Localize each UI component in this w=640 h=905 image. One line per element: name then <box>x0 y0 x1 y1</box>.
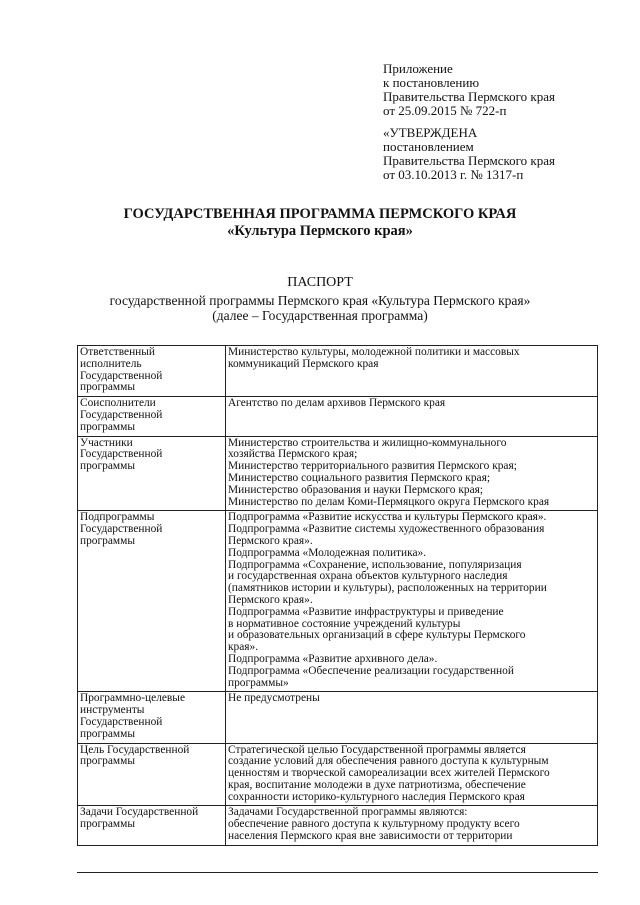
row-value-line: Министерство социального развития Пермского края; <box>228 471 491 484</box>
row-value-line: Министерство территориального развития Пермского края; <box>228 460 517 473</box>
row-label-line: Участники <box>80 436 133 449</box>
approval-block <box>383 126 633 182</box>
row-label-line: Государственной <box>80 448 163 461</box>
approval-line: от 03.10.2013 г. № 1317-п <box>383 167 524 182</box>
row-label-line: программы <box>80 755 135 768</box>
row-label-line: Государственной <box>80 715 163 728</box>
row-label-line: исполнитель <box>80 357 142 370</box>
table-row <box>78 436 598 511</box>
row-value-line: Министерство культуры, молодежной политики и массовых <box>228 346 520 358</box>
row-label-cell <box>78 692 226 743</box>
row-label-line: программы <box>80 818 135 831</box>
program-title-line1: ГОСУДАРСТВЕННАЯ ПРОГРАММА ПЕРМСКОГО КРАЯ <box>123 206 517 222</box>
row-value-cell <box>226 743 598 806</box>
table-row <box>78 397 598 436</box>
row-value-line: Стратегической целью Государственной программы является <box>228 743 526 756</box>
table-row <box>78 806 598 845</box>
passport-table <box>77 345 598 846</box>
row-value-cell <box>226 436 598 511</box>
row-value-line: Подпрограмма «Молодежная политика». <box>228 546 427 559</box>
passport-subtitle-line1: государственной программы Пермского края «Культура Пермского края» <box>109 293 531 308</box>
row-value-line: (памятников истории и культуры), расположенных на территории <box>228 582 547 595</box>
program-title <box>0 206 640 240</box>
passport-title: ПАСПОРТ <box>287 275 353 290</box>
row-value-line: Не предусмотрены <box>228 692 320 705</box>
row-label-line: программы <box>80 534 135 547</box>
row-label-line: Государственной <box>80 369 163 382</box>
row-label-line: программы <box>80 381 135 394</box>
row-value-line: Агентство по делам архивов Пермского края <box>228 397 446 410</box>
row-label-line: Соисполнители <box>80 397 156 410</box>
passport-subtitle <box>0 293 640 323</box>
row-label-line: программы <box>80 460 135 473</box>
approval-line: «УТВЕРЖДЕНА <box>383 125 478 140</box>
row-label-line: Государственной <box>80 523 163 536</box>
row-value-line: Министерство по делам Коми-Пермяцкого округа Пермского края <box>228 495 550 508</box>
row-label-cell <box>78 743 226 806</box>
row-label-line: Задачи Государственной <box>80 806 199 819</box>
appendix-line: к постановлению <box>383 75 480 90</box>
row-value-line: Подпрограмма «Обеспечение реализации государственной <box>228 664 514 677</box>
row-value-cell <box>226 511 598 692</box>
row-value-line: обеспечение равного доступа к культурному продукту всего <box>228 818 520 831</box>
page-cut-line <box>77 872 598 873</box>
row-value-line: в нормативное состояние учреждений культуры <box>228 617 461 630</box>
appendix-line: Приложение <box>383 61 453 76</box>
appendix-line: от 25.09.2015 № 722-п <box>383 103 507 118</box>
row-value-line: Подпрограмма «Сохранение, использование, популяризация <box>228 558 522 571</box>
row-label-line: программы <box>80 727 135 740</box>
row-value-line: Министерство строительства и жилищно-коммунального <box>228 436 507 449</box>
row-label-line: Цель Государственной <box>80 743 190 756</box>
table-row <box>78 346 598 397</box>
row-value-line: программы» <box>228 676 289 689</box>
passport-table-body <box>78 346 598 846</box>
program-title-line2: «Культура Пермского края» <box>227 223 413 239</box>
row-value-line: создание условий для обеспечения равного доступа к культурным <box>228 755 549 768</box>
row-value-line: Задачами Государственной программы являются: <box>228 806 468 819</box>
table-row <box>78 511 598 692</box>
row-value-line: Подпрограмма «Развитие искусства и культуры Пермского края». <box>228 511 547 524</box>
appendix-line: Правительства Пермского края <box>383 89 555 104</box>
row-value-line: края». <box>228 641 259 654</box>
row-value-line: Подпрограмма «Развитие архивного дела». <box>228 652 438 665</box>
row-label-line: Ответственный <box>80 346 156 358</box>
row-value-line: и государственная охрана объектов культурного наследия <box>228 570 508 583</box>
row-value-line: ценностям и творческой самореализации всех жителей Пермского <box>228 767 550 780</box>
appendix-block <box>383 62 633 118</box>
row-value-line: Министерство образования и науки Пермского края; <box>228 483 484 496</box>
row-value-line: Пермского края». <box>228 593 313 606</box>
row-label-line: программы <box>80 420 135 433</box>
approval-line: постановлением <box>383 139 474 154</box>
row-value-cell <box>226 806 598 845</box>
row-label-line: Программно-целевые <box>80 692 186 705</box>
row-label-line: Подпрограммы <box>80 511 155 524</box>
table-row <box>78 692 598 743</box>
approval-line: Правительства Пермского края <box>383 153 555 168</box>
row-label-cell <box>78 346 226 397</box>
row-label-cell <box>78 806 226 845</box>
row-value-line: и образовательных организаций в сфере культуры Пермского <box>228 629 526 642</box>
row-value-line: хозяйства Пермского края; <box>228 448 358 461</box>
row-value-line: Подпрограмма «Развитие системы художественного образования <box>228 523 545 536</box>
row-value-line: Подпрограмма «Развитие инфраструктуры и приведение <box>228 605 504 618</box>
row-value-cell <box>226 692 598 743</box>
row-value-line: сохранности историко-культурного наследия Пермского края <box>228 790 525 803</box>
row-value-line: коммуникаций Пермского края <box>228 357 379 370</box>
row-label-cell <box>78 436 226 511</box>
row-label-line: инструменты <box>80 704 145 717</box>
passport-subtitle-line2: (далее – Государственная программа) <box>212 308 428 323</box>
row-value-cell <box>226 397 598 436</box>
row-label-cell <box>78 397 226 436</box>
row-value-cell <box>226 346 598 397</box>
row-label-line: Государственной <box>80 408 163 421</box>
table-row <box>78 743 598 806</box>
row-label-cell <box>78 511 226 692</box>
row-value-line: населения Пермского края вне зависимости от территории <box>228 830 513 843</box>
row-value-line: Пермского края». <box>228 534 313 547</box>
row-value-line: края, воспитание молодежи в духе патриотизма, обеспечение <box>228 778 526 791</box>
